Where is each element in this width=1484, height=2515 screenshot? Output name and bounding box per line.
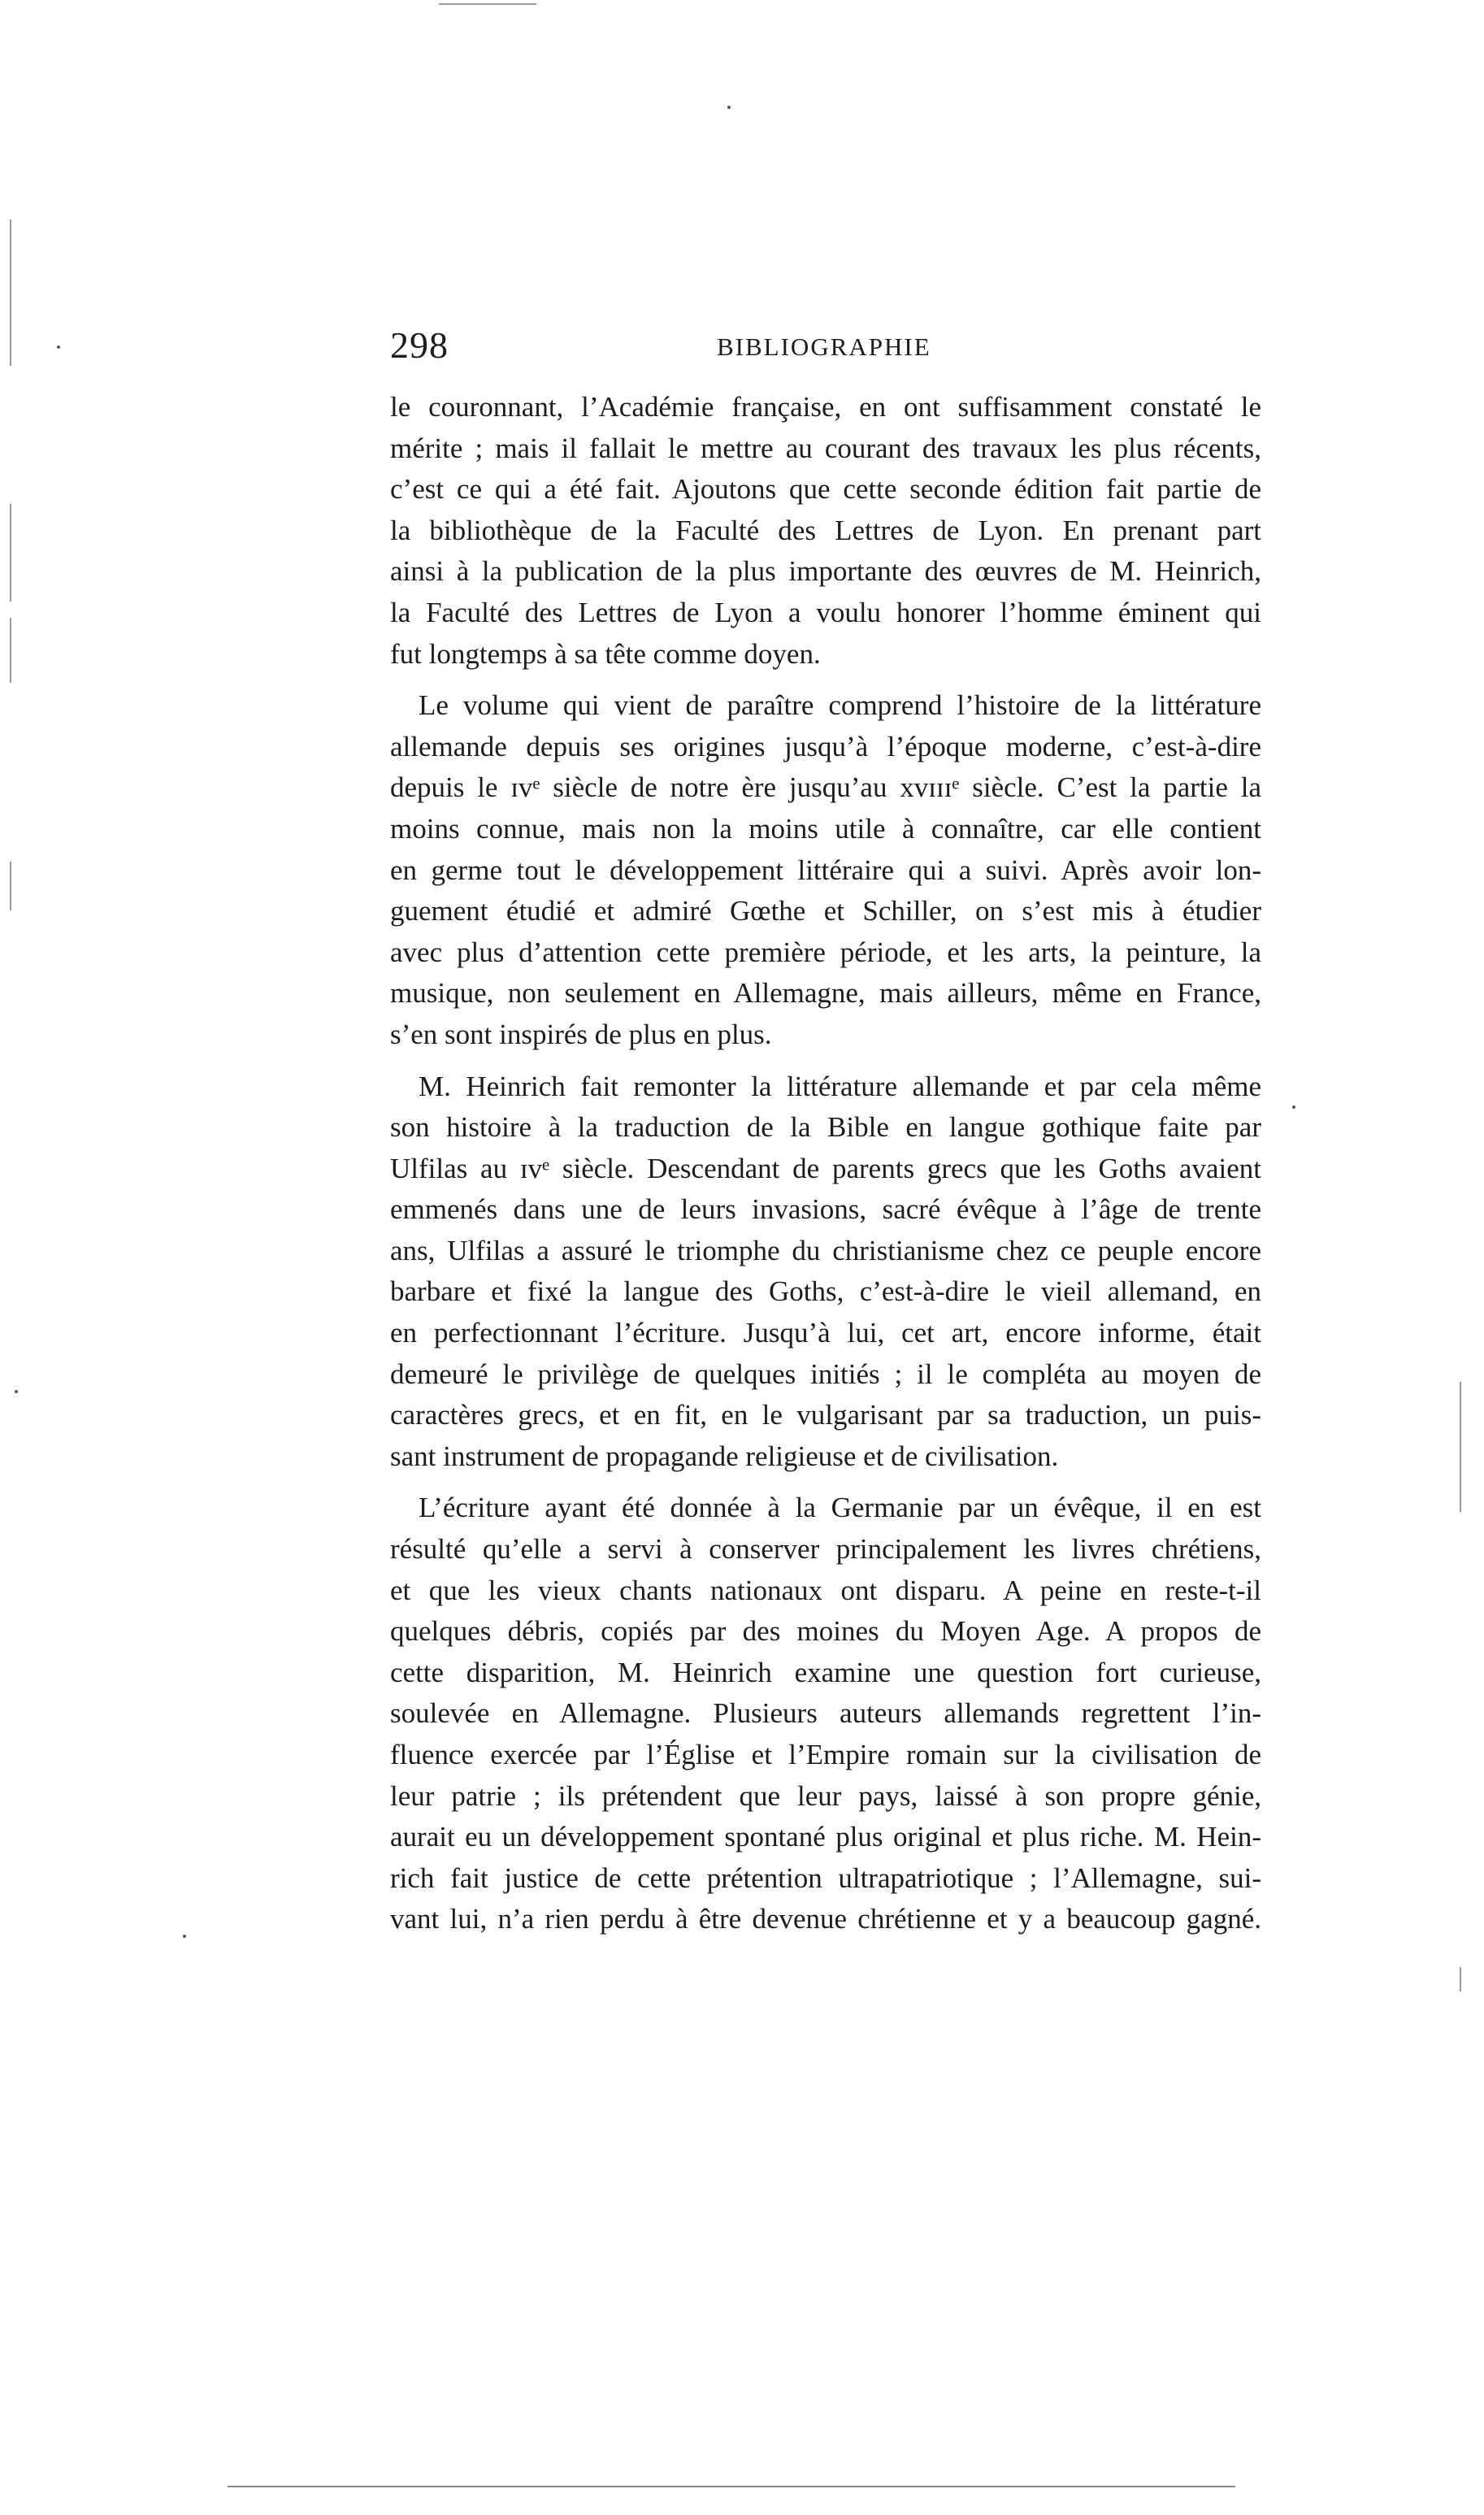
- paragraph: [390, 387, 1261, 675]
- text-line: barbare et fixé la langue des Goths, c’est-à-dire le vieil allemand, en: [390, 1275, 1261, 1308]
- ink-speck: [1292, 1105, 1295, 1109]
- left-edge-mark: [10, 618, 11, 683]
- text-line: musique, non seulement en Allemagne, mais ailleurs, même en France,: [390, 977, 1261, 1010]
- text-line: L’écriture ayant été donnée à la Germanie par un évêque, il en est: [419, 1492, 1261, 1524]
- bottom-scan-rule: [228, 2486, 1235, 2487]
- right-edge-mark: [1460, 1967, 1461, 1992]
- ink-speck: [183, 1935, 186, 1938]
- text-line: demeuré le privilège de quelques initiés ; il le compléta au moyen de: [390, 1357, 1261, 1390]
- text-line: rich fait justice de cette prétention ultrapatriotique ; l’Allemagne, sui-: [390, 1861, 1261, 1894]
- text-line: le couronnant, l’Académie française, en ont suffisamment constaté le: [390, 391, 1261, 423]
- text-line: et que les vieux chants nationaux ont disparu. A peine en reste-t-il: [390, 1574, 1261, 1606]
- text-line: son histoire à la traduction de la Bible en langue gothique faite par: [390, 1111, 1261, 1144]
- ink-speck: [15, 1390, 18, 1393]
- ink-speck: [57, 345, 60, 349]
- page-number: 298: [390, 324, 449, 366]
- text-line: en perfectionnant l’écriture. Jusqu’à lui, cet art, encore informe, était: [390, 1317, 1261, 1349]
- text-line: ainsi à la publication de la plus importante des œuvres de M. Heinrich,: [390, 555, 1261, 588]
- top-edge-mark: [439, 3, 536, 5]
- text-line: vant lui, n’a rien perdu à être devenue chrétienne et y a beaucoup gagné.: [390, 1903, 1261, 1935]
- text-line: c’est ce qui a été fait. Ajoutons que cette seconde édition fait partie de: [390, 473, 1261, 506]
- left-edge-mark: [10, 504, 11, 602]
- right-edge-mark: [1460, 1382, 1461, 1512]
- text-line: cette disparition, M. Heinrich examine une question fort curieuse,: [390, 1656, 1261, 1688]
- body-text: [390, 387, 1261, 1951]
- text-line: Le volume qui vient de paraître comprend l’histoire de la littérature: [419, 689, 1261, 722]
- text-line: avec plus d’attention cette première période, et les arts, la peinture, la: [390, 936, 1261, 968]
- text-line: moins connue, mais non la moins utile à connaître, car elle contient: [390, 812, 1261, 845]
- text-line: guement étudié et admiré Gœthe et Schiller, on s’est mis à étudier: [390, 895, 1261, 927]
- text-line: depuis le ɪᴠᵉ siècle de notre ère jusqu’au xᴠɪɪɪᵉ siècle. C’est la partie la: [390, 771, 1261, 804]
- paragraph: [390, 1066, 1261, 1478]
- text-line: fluence exercée par l’Église et l’Empire romain sur la civilisation de: [390, 1739, 1261, 1770]
- text-line: résulté qu’elle a servi à conserver principalement les livres chrétiens,: [390, 1533, 1261, 1566]
- running-header: [390, 321, 1261, 370]
- left-edge-mark: [10, 862, 11, 910]
- text-line: mérite ; mais il fallait le mettre au courant des travaux les plus récents,: [390, 432, 1261, 464]
- text-line: M. Heinrich fait remonter la littérature allemande et par cela même: [419, 1070, 1261, 1102]
- paragraph: [390, 685, 1261, 1055]
- text-line: quelques débris, copiés par des moines du Moyen Age. A propos de: [390, 1615, 1261, 1648]
- running-title: BIBLIOGRAPHIE: [717, 332, 931, 361]
- left-edge-mark: [10, 219, 11, 366]
- paragraph: [390, 1488, 1261, 1940]
- text-line: soulevée en Allemagne. Plusieurs auteurs allemands regrettent l’in-: [390, 1697, 1261, 1730]
- text-line: emmenés dans une de leurs invasions, sacré évêque à l’âge de trente: [390, 1193, 1261, 1226]
- text-line: caractères grecs, et en fit, en le vulgarisant par sa traduction, un puis-: [390, 1399, 1261, 1431]
- text-line: Ulfilas au ɪᴠᵉ siècle. Descendant de parents grecs que les Goths avaient: [390, 1152, 1261, 1184]
- text-line: fut longtemps à sa tête comme doyen.: [390, 637, 821, 670]
- text-line: aurait eu un développement spontané plus original et plus riche. M. Hein-: [390, 1821, 1261, 1853]
- text-line: s’en sont inspirés de plus en plus.: [390, 1018, 772, 1050]
- ink-speck: [727, 106, 731, 109]
- text-line: la Faculté des Lettres de Lyon a voulu honorer l’homme éminent qui: [390, 596, 1261, 628]
- text-line: allemande depuis ses origines jusqu’à l’époque moderne, c’est-à-dire: [390, 730, 1261, 762]
- text-line: leur patrie ; ils prétendent que leur pays, laissé à son propre génie,: [390, 1779, 1261, 1812]
- text-line: la bibliothèque de la Faculté des Lettres de Lyon. En prenant part: [390, 514, 1261, 546]
- text-line: ans, Ulfilas a assuré le triomphe du christianisme chez ce peuple encore: [390, 1234, 1261, 1266]
- text-line: sant instrument de propagande religieuse et de civilisation.: [390, 1440, 1059, 1472]
- text-line: en germe tout le développement littéraire qui a suivi. Après avoir lon-: [390, 854, 1261, 886]
